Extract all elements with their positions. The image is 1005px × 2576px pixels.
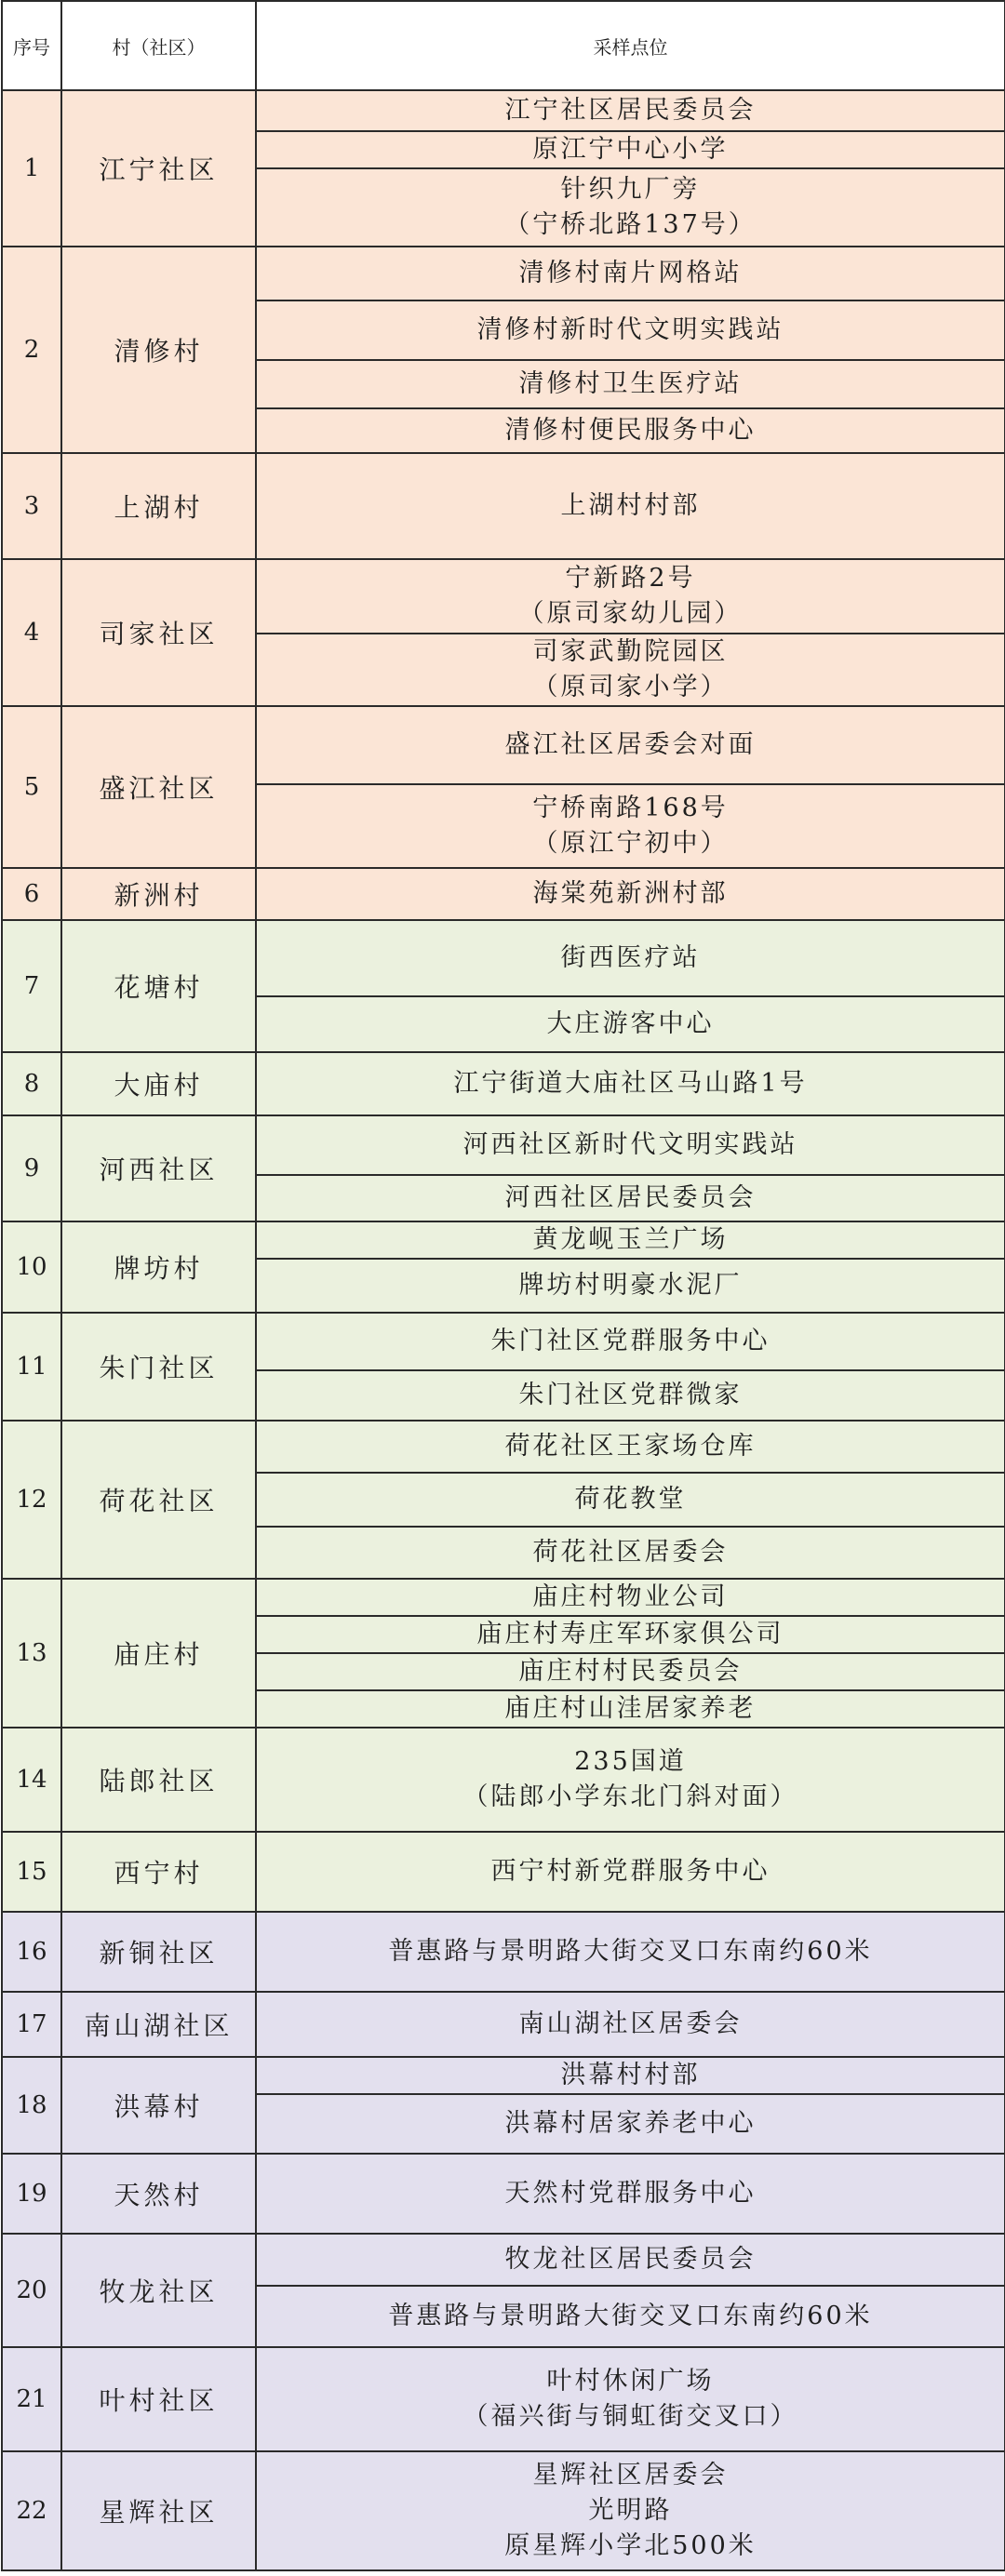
serial-number-cell: 6 <box>2 868 61 920</box>
table-row <box>2 1313 1005 1370</box>
table-row <box>2 90 1005 131</box>
table-row <box>2 1421 1005 1473</box>
village-cell: 上湖村 <box>61 453 256 559</box>
village-cell: 大庙村 <box>61 1052 256 1115</box>
table-header <box>2 1 1005 90</box>
village-cell: 南山湖社区 <box>61 1992 256 2057</box>
village-cell: 天然村 <box>61 2154 256 2234</box>
sampling-site-cell: 洪幕村居家养老中心 <box>256 2094 1005 2154</box>
table-row <box>2 868 1005 920</box>
sampling-site-cell: 南山湖社区居委会 <box>256 1992 1005 2057</box>
village-cell: 盛江社区 <box>61 706 256 868</box>
sampling-site-cell: 原江宁中心小学 <box>256 131 1005 168</box>
village-cell: 庙庄村 <box>61 1579 256 1728</box>
sampling-site-cell: 西宁村新党群服务中心 <box>256 1832 1005 1912</box>
header-village: 村（社区） <box>61 1 256 90</box>
table-row <box>2 2451 1005 2570</box>
table-row <box>2 247 1005 300</box>
village-cell: 河西社区 <box>61 1115 256 1221</box>
village-cell: 花塘村 <box>61 920 256 1052</box>
serial-number-cell: 11 <box>2 1313 61 1421</box>
sampling-site-cell: 河西社区新时代文明实践站 <box>256 1115 1005 1175</box>
serial-number-cell: 2 <box>2 247 61 453</box>
header-row <box>2 1 1005 90</box>
table-row <box>2 1579 1005 1616</box>
village-cell: 新洲村 <box>61 868 256 920</box>
serial-number-cell: 14 <box>2 1728 61 1832</box>
village-cell: 朱门社区 <box>61 1313 256 1421</box>
sampling-site-cell: 盛江社区居委会对面 <box>256 706 1005 784</box>
village-cell: 新铜社区 <box>61 1912 256 1992</box>
village-cell: 江宁社区 <box>61 90 256 247</box>
serial-number-cell: 5 <box>2 706 61 868</box>
village-cell: 清修村 <box>61 247 256 453</box>
serial-number-cell: 16 <box>2 1912 61 1992</box>
serial-number-cell: 12 <box>2 1421 61 1579</box>
table-row <box>2 559 1005 634</box>
table-row <box>2 2347 1005 2451</box>
village-cell: 洪幕村 <box>61 2057 256 2154</box>
sampling-site-cell: 司家武勤院园区 （原司家小学） <box>256 634 1005 706</box>
table-row <box>2 706 1005 784</box>
sampling-site-cell: 清修村新时代文明实践站 <box>256 300 1005 360</box>
village-cell: 叶村社区 <box>61 2347 256 2451</box>
sampling-site-cell: 荷花社区王家场仓库 <box>256 1421 1005 1473</box>
serial-number-cell: 20 <box>2 2234 61 2347</box>
serial-number-cell: 8 <box>2 1052 61 1115</box>
table-row <box>2 2234 1005 2286</box>
sampling-site-cell: 235国道 （陆郎小学东北门斜对面） <box>256 1728 1005 1832</box>
sampling-site-cell: 朱门社区党群微家 <box>256 1370 1005 1421</box>
serial-number-cell: 19 <box>2 2154 61 2234</box>
sampling-site-cell: 上湖村村部 <box>256 453 1005 559</box>
serial-number-cell: 7 <box>2 920 61 1052</box>
sampling-site-cell: 河西社区居民委员会 <box>256 1175 1005 1221</box>
table-row <box>2 1052 1005 1115</box>
village-cell: 牧龙社区 <box>61 2234 256 2347</box>
village-cell: 司家社区 <box>61 559 256 706</box>
sampling-site-cell: 庙庄村村民委员会 <box>256 1653 1005 1690</box>
sampling-site-cell: 天然村党群服务中心 <box>256 2154 1005 2234</box>
table-row <box>2 1221 1005 1259</box>
sampling-site-cell: 朱门社区党群服务中心 <box>256 1313 1005 1370</box>
sampling-site-cell: 叶村休闲广场 （福兴街与铜虹街交叉口） <box>256 2347 1005 2451</box>
village-cell: 荷花社区 <box>61 1421 256 1579</box>
serial-number-cell: 15 <box>2 1832 61 1912</box>
village-cell: 牌坊村 <box>61 1221 256 1313</box>
table-row <box>2 1115 1005 1175</box>
sampling-site-cell: 牌坊村明豪水泥厂 <box>256 1259 1005 1313</box>
sampling-site-cell: 街西医疗站 <box>256 920 1005 996</box>
sampling-site-cell: 宁桥南路168号 （原江宁初中） <box>256 784 1005 868</box>
table-body <box>2 90 1005 2570</box>
header-serial-number: 序号 <box>2 1 61 90</box>
sampling-site-cell: 普惠路与景明路大街交叉口东南约60米 <box>256 1912 1005 1992</box>
table-row <box>2 1992 1005 2057</box>
serial-number-cell: 10 <box>2 1221 61 1313</box>
serial-number-cell: 22 <box>2 2451 61 2570</box>
sampling-sites-table <box>1 0 1005 2571</box>
sampling-site-cell: 针织九厂旁 （宁桥北路137号） <box>256 168 1005 247</box>
serial-number-cell: 13 <box>2 1579 61 1728</box>
sampling-site-cell: 清修村卫生医疗站 <box>256 360 1005 408</box>
table-row <box>2 453 1005 559</box>
sampling-site-cell: 星辉社区居委会 光明路 原星辉小学北500米 <box>256 2451 1005 2570</box>
table-row <box>2 1912 1005 1992</box>
serial-number-cell: 9 <box>2 1115 61 1221</box>
table-row <box>2 920 1005 996</box>
village-cell: 西宁村 <box>61 1832 256 1912</box>
sampling-site-cell: 江宁社区居民委员会 <box>256 90 1005 131</box>
sampling-site-cell: 海棠苑新洲村部 <box>256 868 1005 920</box>
serial-number-cell: 1 <box>2 90 61 247</box>
sampling-site-cell: 荷花教堂 <box>256 1473 1005 1527</box>
table-row <box>2 1832 1005 1912</box>
sampling-site-cell: 江宁街道大庙社区马山路1号 <box>256 1052 1005 1115</box>
sampling-site-cell: 庙庄村寿庄军环家俱公司 <box>256 1616 1005 1653</box>
sampling-site-cell: 荷花社区居委会 <box>256 1527 1005 1579</box>
sampling-site-cell: 清修村便民服务中心 <box>256 408 1005 453</box>
table-row <box>2 1728 1005 1832</box>
sampling-site-cell: 清修村南片网格站 <box>256 247 1005 300</box>
table-row <box>2 2057 1005 2094</box>
serial-number-cell: 17 <box>2 1992 61 2057</box>
sampling-site-cell: 庙庄村物业公司 <box>256 1579 1005 1616</box>
sampling-site-cell: 洪幕村村部 <box>256 2057 1005 2094</box>
serial-number-cell: 4 <box>2 559 61 706</box>
sampling-site-cell: 宁新路2号 （原司家幼儿园） <box>256 559 1005 634</box>
sampling-site-cell: 大庄游客中心 <box>256 996 1005 1052</box>
sampling-site-cell: 普惠路与景明路大街交叉口东南约60米 <box>256 2286 1005 2347</box>
serial-number-cell: 18 <box>2 2057 61 2154</box>
table-row <box>2 2154 1005 2234</box>
serial-number-cell: 3 <box>2 453 61 559</box>
sampling-site-cell: 牧龙社区居民委员会 <box>256 2234 1005 2286</box>
village-cell: 星辉社区 <box>61 2451 256 2570</box>
sampling-site-cell: 黄龙岘玉兰广场 <box>256 1221 1005 1259</box>
sampling-site-cell: 庙庄村山洼居家养老 <box>256 1690 1005 1728</box>
header-sampling-site: 采样点位 <box>256 1 1005 90</box>
village-cell: 陆郎社区 <box>61 1728 256 1832</box>
serial-number-cell: 21 <box>2 2347 61 2451</box>
